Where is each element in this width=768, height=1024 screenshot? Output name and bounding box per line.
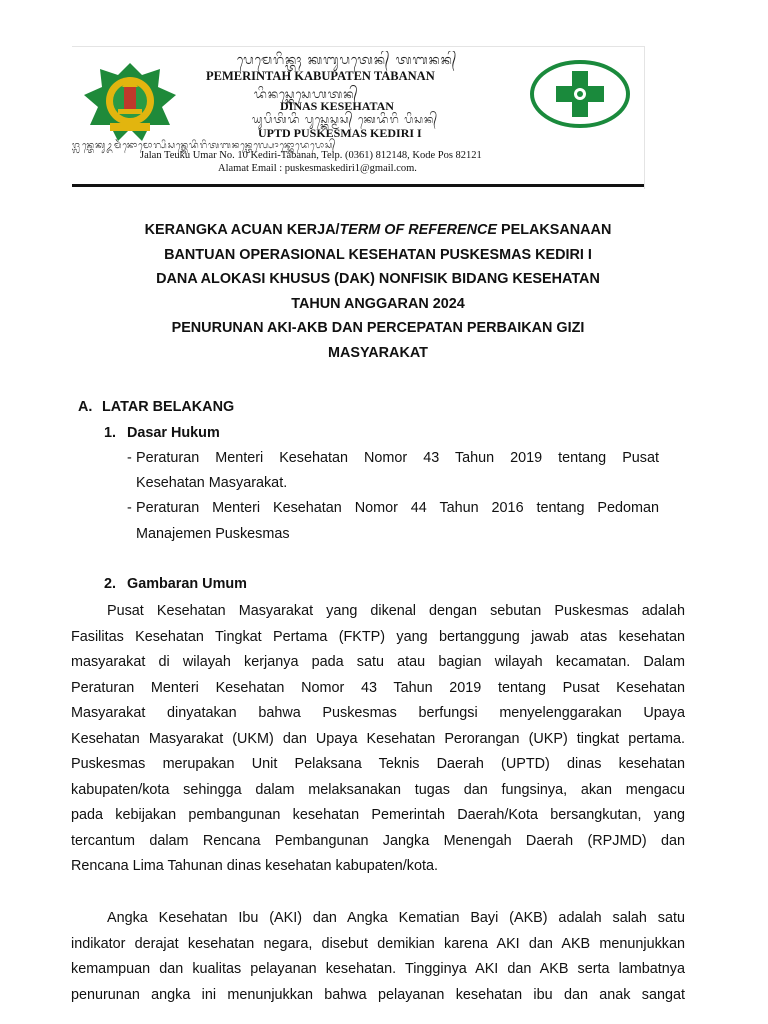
- subsection-1-heading: Dasar Hukum: [127, 425, 220, 441]
- balinese-script-address: ᬚ᭄ᬮᬦ᭄ᬢᬾᬓᬸᬉᬫᬃᬦᭀᬫᭀᬭ᭄ᬧᬶᬲᬦ᭄ᬓᬾᬤᬶᬭᬶᬢᬩᬦᬦ᭄ᬢᬾᬮ᭄ᬧᭀᬦ᭄ᬓᭀᬤᬾᬧᭀᬲ᭄: [72, 141, 337, 151]
- legal-basis-item-1-line-1: Peraturan Menteri Kesehatan Nomor 43 Tahun 2019 tentang Pusat: [136, 450, 659, 466]
- letterhead-divider: [72, 184, 644, 187]
- letterhead-address: Jalan Teuku Umar No. 10 Kediri-Tabanan, Telp. (0361) 812148, Kode Pos 82121: [140, 150, 482, 161]
- paragraph-1-line: Pusat Kesehatan Masyarakat yang dikenal dengan sebutan Puskesmas adalah: [107, 603, 685, 619]
- paragraph-2-line: indikator derajat kesehatan negara, disebut demikian karena AKI dan AKB menunjukkan: [71, 936, 685, 952]
- list-dash: -: [127, 450, 132, 466]
- letterhead-government: PEMERINTAH KABUPATEN TABANAN: [206, 69, 435, 83]
- balinese-script-agency: ᬤᬶᬦᬲ᭄ᬓᬾᬲᬾᬳᬢᬦ᭄: [254, 87, 359, 101]
- balinese-script-unit: ᬬᬸᬧᬶᬢᬶᬤᬶ ᬧᬸᬲ᭄ᬓᬾᬲ᭄ᬫᬲ᭄ ᬓᬾᬤᬶᬭᬶ ᬧᬶᬲᬦ᭄: [252, 113, 439, 126]
- regency-emblem-icon: [82, 61, 178, 143]
- paragraph-1-line: Kesehatan Masyarakat (UKM) dan Upaya Kesehatan Perorangan (UKP) tingkat pertama.: [71, 731, 685, 747]
- paragraph-1-line: Rencana Lima Tahunan dinas kesehatan kabupaten/kota.: [71, 858, 438, 874]
- subsection-1-marker: 1.: [104, 425, 117, 441]
- section-a-marker: A.: [78, 399, 93, 415]
- title-line-2: BANTUAN OPERASIONAL KESEHATAN PUSKESMAS KEDIRI I: [164, 246, 592, 263]
- letterhead-agency: DINAS KESEHATAN: [280, 99, 394, 113]
- title-line-5: PENURUNAN AKI-AKB DAN PERCEPATAN PERBAIKAN GIZI: [171, 320, 585, 337]
- section-a-heading: LATAR BELAKANG: [102, 399, 235, 415]
- paragraph-1-line: Peraturan Menteri Kesehatan Nomor 43 Tahun 2019 tentang Pusat Kesehatan: [71, 680, 685, 696]
- paragraph-1-line: kabupaten/kota sehingga dalam melaksanakan tugas dan fungsinya, akan mengacu: [71, 782, 685, 798]
- paragraph-1-line: Fasilitas Kesehatan Tingkat Pertama (FKTP) yang bertanggung jawab atas kesehatan: [71, 629, 685, 645]
- letterhead-unit: UPTD PUSKESMAS KEDIRI I: [258, 126, 422, 140]
- paragraph-2-line: Angka Kesehatan Ibu (AKI) dan Angka Kematian Bayi (AKB) adalah salah satu: [107, 910, 685, 926]
- legal-basis-item-2-line-1: Peraturan Menteri Kesehatan Nomor 44 Tahun 2016 tentang Pedoman: [136, 500, 659, 516]
- paragraph-2-line: kemampuan dan kualitas pelayanan kesehatan. Tingginya AKI dan AKB serta lambatnya: [71, 961, 685, 977]
- title-line-3: DANA ALOKASI KHUSUS (DAK) NONFISIK BIDANG KESEHATAN: [156, 271, 600, 288]
- legal-basis-item-2-line-2: Manajemen Puskesmas: [136, 526, 290, 542]
- paragraph-1-line: tercantum dalam Rencana Pembangunan Jangka Menengah Daerah (RPJMD) dan: [71, 833, 685, 849]
- subsection-2-marker: 2.: [104, 576, 117, 592]
- puskesmas-cross-icon: [528, 59, 632, 129]
- paragraph-2-line: penurunan angka ini menunjukkan bahwa pelayanan kesehatan ibu dan anak sangat: [71, 987, 685, 1003]
- paragraph-1-line: masyarakat di wilayah kerjanya pada satu atau bagian wilayah kecamatan. Dalam: [71, 654, 685, 670]
- balinese-script-government: ᬧᬾᬫᬾᬭᬶᬦ᭄ᬢᬄ ᬓᬩᬸᬧᬢᬾᬦ᭄ ᬢᬩᬦᬦ᭄: [237, 53, 458, 68]
- paragraph-1-line: Puskesmas merupakan Unit Pelaksana Teknis Daerah (UPTD) dinas kesehatan: [71, 756, 685, 772]
- title-line-6: MASYARAKAT: [328, 344, 428, 361]
- document-title: [72, 218, 684, 366]
- letterhead-email: Alamat Email : puskesmaskediri1@gmail.com.: [218, 163, 417, 174]
- paragraph-1-line: pada kebijakan pembangunan kesehatan Pemerintah Daerah/Kota bersangkutan, yang: [71, 807, 685, 823]
- letterhead: [72, 46, 645, 189]
- subsection-2-heading: Gambaran Umum: [127, 576, 247, 592]
- paragraph-1-line: Masyarakat dinyatakan bahwa Puskesmas berfungsi menyelenggarakan Upaya: [71, 705, 685, 721]
- title-line-1: KERANGKA ACUAN KERJA/TERM OF REFERENCE PELAKSANAAN: [144, 222, 612, 238]
- legal-basis-item-1-line-2: Kesehatan Masyarakat.: [136, 475, 288, 491]
- list-dash: -: [127, 500, 132, 516]
- title-line-4: TAHUN ANGGARAN 2024: [291, 295, 465, 312]
